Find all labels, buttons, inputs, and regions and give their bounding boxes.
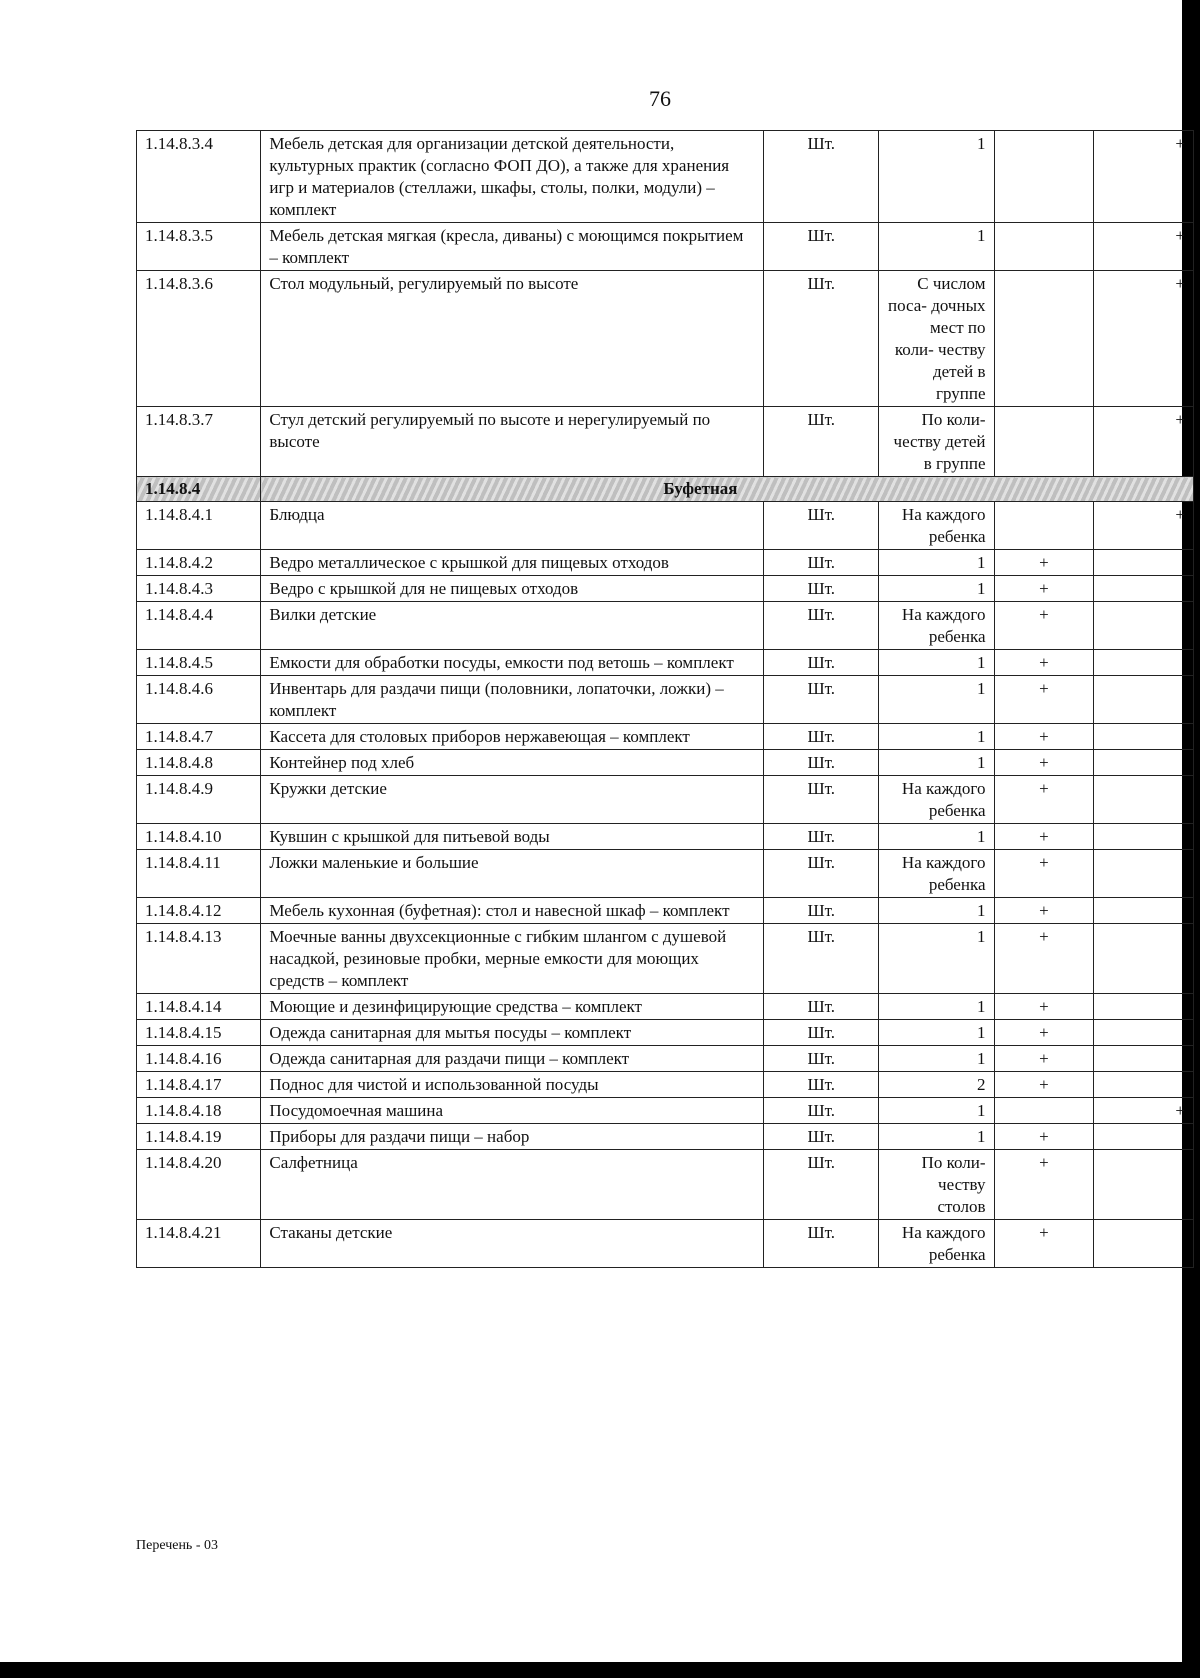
item-unit: Шт. bbox=[764, 576, 879, 602]
item-mark-2 bbox=[1094, 1020, 1194, 1046]
item-unit: Шт. bbox=[764, 1220, 879, 1268]
item-mark-2 bbox=[1094, 924, 1194, 994]
item-mark-1: + bbox=[994, 850, 1094, 898]
table-row bbox=[137, 1046, 1194, 1072]
item-code: 1.14.8.4.4 bbox=[137, 602, 261, 650]
item-quantity: 2 bbox=[879, 1072, 994, 1098]
item-code: 1.14.8.4.18 bbox=[137, 1098, 261, 1124]
item-name: Кувшин с крышкой для питьевой воды bbox=[261, 824, 764, 850]
item-quantity: 1 bbox=[879, 724, 994, 750]
item-quantity: 1 bbox=[879, 131, 994, 223]
item-code: 1.14.8.4.12 bbox=[137, 898, 261, 924]
item-mark-1 bbox=[994, 131, 1094, 223]
table-row bbox=[137, 407, 1194, 477]
item-code: 1.14.8.4.9 bbox=[137, 776, 261, 824]
table-row bbox=[137, 650, 1194, 676]
table-row bbox=[137, 1020, 1194, 1046]
item-unit: Шт. bbox=[764, 1020, 879, 1046]
item-mark-1: + bbox=[994, 650, 1094, 676]
item-name: Стул детский регулируемый по высоте и нерегулируемый по высоте bbox=[261, 407, 764, 477]
item-mark-1: + bbox=[994, 602, 1094, 650]
item-mark-2 bbox=[1094, 898, 1194, 924]
item-quantity: 1 bbox=[879, 924, 994, 994]
item-unit: Шт. bbox=[764, 898, 879, 924]
item-name: Приборы для раздачи пищи – набор bbox=[261, 1124, 764, 1150]
table-row bbox=[137, 502, 1194, 550]
table-row bbox=[137, 724, 1194, 750]
item-unit: Шт. bbox=[764, 223, 879, 271]
item-name: Мебель детская для организации детской деятельности, культурных практик (согласно ФОП ДО), а также для хранения игр и материалов (стеллажи, шкафы, столы, полки, модули) – комплект bbox=[261, 131, 764, 223]
item-code: 1.14.8.4.20 bbox=[137, 1150, 261, 1220]
table-row bbox=[137, 131, 1194, 223]
inventory-table bbox=[136, 130, 1194, 1268]
item-quantity: 1 bbox=[879, 223, 994, 271]
item-name: Поднос для чистой и использованной посуды bbox=[261, 1072, 764, 1098]
item-quantity: 1 bbox=[879, 1098, 994, 1124]
item-mark-2 bbox=[1094, 824, 1194, 850]
item-mark-1: + bbox=[994, 1020, 1094, 1046]
item-name: Мебель детская мягкая (кресла, диваны) с моющимся покрытием – комплект bbox=[261, 223, 764, 271]
item-code: 1.14.8.4.2 bbox=[137, 550, 261, 576]
table-row bbox=[137, 898, 1194, 924]
item-mark-1 bbox=[994, 223, 1094, 271]
item-quantity: 1 bbox=[879, 1020, 994, 1046]
item-code: 1.14.8.4.3 bbox=[137, 576, 261, 602]
item-quantity: 1 bbox=[879, 650, 994, 676]
item-name: Стаканы детские bbox=[261, 1220, 764, 1268]
item-mark-2 bbox=[1094, 576, 1194, 602]
item-mark-1: + bbox=[994, 1220, 1094, 1268]
item-quantity: 1 bbox=[879, 550, 994, 576]
item-code: 1.14.8.4.16 bbox=[137, 1046, 261, 1072]
item-name: Емкости для обработки посуды, емкости под ветошь – комплект bbox=[261, 650, 764, 676]
item-mark-2 bbox=[1094, 676, 1194, 724]
item-quantity: На каждого ребенка bbox=[879, 602, 994, 650]
item-unit: Шт. bbox=[764, 1046, 879, 1072]
item-code: 1.14.8.4.7 bbox=[137, 724, 261, 750]
item-unit: Шт. bbox=[764, 131, 879, 223]
item-code: 1.14.8.4.6 bbox=[137, 676, 261, 724]
item-name: Одежда санитарная для мытья посуды – комплект bbox=[261, 1020, 764, 1046]
item-quantity: С числом поса- дочных мест по коли- честву детей в группе bbox=[879, 271, 994, 407]
item-unit: Шт. bbox=[764, 650, 879, 676]
item-quantity: 1 bbox=[879, 824, 994, 850]
item-mark-1: + bbox=[994, 724, 1094, 750]
item-name: Контейнер под хлеб bbox=[261, 750, 764, 776]
item-code: 1.14.8.4.21 bbox=[137, 1220, 261, 1268]
section-title: Буфетная bbox=[261, 477, 1194, 502]
item-unit: Шт. bbox=[764, 1098, 879, 1124]
item-mark-1 bbox=[994, 502, 1094, 550]
item-name: Ведро с крышкой для не пищевых отходов bbox=[261, 576, 764, 602]
item-unit: Шт. bbox=[764, 1124, 879, 1150]
item-mark-2: + bbox=[1094, 407, 1194, 477]
item-quantity: На каждого ребенка bbox=[879, 1220, 994, 1268]
table-row bbox=[137, 1220, 1194, 1268]
item-mark-2 bbox=[1094, 850, 1194, 898]
item-unit: Шт. bbox=[764, 1150, 879, 1220]
page-number: 76 bbox=[649, 86, 671, 111]
item-unit: Шт. bbox=[764, 924, 879, 994]
table-row bbox=[137, 994, 1194, 1020]
table-body-top bbox=[137, 131, 1194, 477]
item-quantity: 1 bbox=[879, 898, 994, 924]
item-mark-1: + bbox=[994, 1150, 1094, 1220]
section-row bbox=[137, 477, 1194, 502]
item-name: Вилки детские bbox=[261, 602, 764, 650]
item-code: 1.14.8.4.19 bbox=[137, 1124, 261, 1150]
item-quantity: На каждого ребенка bbox=[879, 502, 994, 550]
item-name: Ведро металлическое с крышкой для пищевых отходов bbox=[261, 550, 764, 576]
item-mark-1: + bbox=[994, 824, 1094, 850]
item-name: Инвентарь для раздачи пищи (половники, лопаточки, ложки) – комплект bbox=[261, 676, 764, 724]
item-mark-2: + bbox=[1094, 1098, 1194, 1124]
item-unit: Шт. bbox=[764, 676, 879, 724]
item-name: Мебель кухонная (буфетная): стол и навесной шкаф – комплект bbox=[261, 898, 764, 924]
item-mark-2 bbox=[1094, 994, 1194, 1020]
table-row bbox=[137, 924, 1194, 994]
item-code: 1.14.8.4.13 bbox=[137, 924, 261, 994]
item-code: 1.14.8.4.11 bbox=[137, 850, 261, 898]
item-unit: Шт. bbox=[764, 502, 879, 550]
item-name: Кассета для столовых приборов нержавеющая – комплект bbox=[261, 724, 764, 750]
item-mark-2 bbox=[1094, 650, 1194, 676]
item-mark-2 bbox=[1094, 750, 1194, 776]
item-unit: Шт. bbox=[764, 850, 879, 898]
table-row bbox=[137, 271, 1194, 407]
item-name: Моечные ванны двухсекционные с гибким шлангом с душевой насадкой, резиновые пробки, мерные емкости для моющих средств – комплект bbox=[261, 924, 764, 994]
item-mark-1 bbox=[994, 271, 1094, 407]
item-code: 1.14.8.3.5 bbox=[137, 223, 261, 271]
table-row bbox=[137, 1098, 1194, 1124]
table-row bbox=[137, 1072, 1194, 1098]
item-mark-2: + bbox=[1094, 502, 1194, 550]
item-mark-1: + bbox=[994, 1046, 1094, 1072]
item-mark-2: + bbox=[1094, 131, 1194, 223]
item-quantity: 1 bbox=[879, 1046, 994, 1072]
item-unit: Шт. bbox=[764, 271, 879, 407]
item-mark-1 bbox=[994, 1098, 1094, 1124]
item-code: 1.14.8.4.1 bbox=[137, 502, 261, 550]
item-quantity: По коли- честву детей в группе bbox=[879, 407, 994, 477]
table-row bbox=[137, 850, 1194, 898]
item-mark-2 bbox=[1094, 1150, 1194, 1220]
item-name: Одежда санитарная для раздачи пищи – комплект bbox=[261, 1046, 764, 1072]
item-unit: Шт. bbox=[764, 407, 879, 477]
item-mark-2 bbox=[1094, 1072, 1194, 1098]
table-row bbox=[137, 576, 1194, 602]
item-code: 1.14.8.4.15 bbox=[137, 1020, 261, 1046]
item-code: 1.14.8.4.5 bbox=[137, 650, 261, 676]
item-quantity: 1 bbox=[879, 1124, 994, 1150]
item-mark-1: + bbox=[994, 576, 1094, 602]
item-mark-2 bbox=[1094, 1046, 1194, 1072]
item-code: 1.14.8.3.4 bbox=[137, 131, 261, 223]
item-code: 1.14.8.3.7 bbox=[137, 407, 261, 477]
table-row bbox=[137, 1150, 1194, 1220]
section-code: 1.14.8.4 bbox=[137, 477, 261, 502]
item-quantity: На каждого ребенка bbox=[879, 776, 994, 824]
item-name: Блюдца bbox=[261, 502, 764, 550]
item-unit: Шт. bbox=[764, 1072, 879, 1098]
table-row bbox=[137, 750, 1194, 776]
item-mark-2: + bbox=[1094, 223, 1194, 271]
item-mark-2 bbox=[1094, 776, 1194, 824]
item-quantity: 1 bbox=[879, 994, 994, 1020]
table-row bbox=[137, 824, 1194, 850]
item-code: 1.14.8.3.6 bbox=[137, 271, 261, 407]
item-code: 1.14.8.4.8 bbox=[137, 750, 261, 776]
table-body-bottom bbox=[137, 502, 1194, 1268]
item-mark-2 bbox=[1094, 1124, 1194, 1150]
table-row bbox=[137, 602, 1194, 650]
item-quantity: 1 bbox=[879, 576, 994, 602]
item-name: Салфетница bbox=[261, 1150, 764, 1220]
item-code: 1.14.8.4.10 bbox=[137, 824, 261, 850]
item-unit: Шт. bbox=[764, 824, 879, 850]
item-unit: Шт. bbox=[764, 776, 879, 824]
table-row bbox=[137, 223, 1194, 271]
item-name: Моющие и дезинфицирующие средства – комплект bbox=[261, 994, 764, 1020]
item-mark-1: + bbox=[994, 550, 1094, 576]
item-mark-1: + bbox=[994, 1124, 1094, 1150]
item-mark-1: + bbox=[994, 676, 1094, 724]
item-quantity: 1 bbox=[879, 750, 994, 776]
item-unit: Шт. bbox=[764, 550, 879, 576]
item-quantity: 1 bbox=[879, 676, 994, 724]
item-code: 1.14.8.4.17 bbox=[137, 1072, 261, 1098]
item-name: Посудомоечная машина bbox=[261, 1098, 764, 1124]
item-unit: Шт. bbox=[764, 750, 879, 776]
item-mark-2 bbox=[1094, 1220, 1194, 1268]
section-header-body bbox=[137, 477, 1194, 502]
item-mark-2: + bbox=[1094, 271, 1194, 407]
scan-edge-bottom bbox=[0, 1662, 1200, 1678]
item-name: Кружки детские bbox=[261, 776, 764, 824]
item-unit: Шт. bbox=[764, 994, 879, 1020]
item-mark-1 bbox=[994, 407, 1094, 477]
footer-document-code: Перечень - 03 bbox=[136, 1538, 218, 1553]
table-row bbox=[137, 1124, 1194, 1150]
item-name: Стол модульный, регулируемый по высоте bbox=[261, 271, 764, 407]
item-unit: Шт. bbox=[764, 602, 879, 650]
table-row bbox=[137, 776, 1194, 824]
item-mark-1: + bbox=[994, 924, 1094, 994]
item-quantity: На каждого ребенка bbox=[879, 850, 994, 898]
item-quantity: По коли- честву столов bbox=[879, 1150, 994, 1220]
table-row bbox=[137, 676, 1194, 724]
item-mark-1: + bbox=[994, 994, 1094, 1020]
item-name: Ложки маленькие и большие bbox=[261, 850, 764, 898]
item-unit: Шт. bbox=[764, 724, 879, 750]
item-mark-1: + bbox=[994, 776, 1094, 824]
item-mark-2 bbox=[1094, 602, 1194, 650]
item-mark-1: + bbox=[994, 898, 1094, 924]
table-row bbox=[137, 550, 1194, 576]
item-code: 1.14.8.4.14 bbox=[137, 994, 261, 1020]
item-mark-2 bbox=[1094, 550, 1194, 576]
item-mark-1: + bbox=[994, 750, 1094, 776]
item-mark-1: + bbox=[994, 1072, 1094, 1098]
item-mark-2 bbox=[1094, 724, 1194, 750]
